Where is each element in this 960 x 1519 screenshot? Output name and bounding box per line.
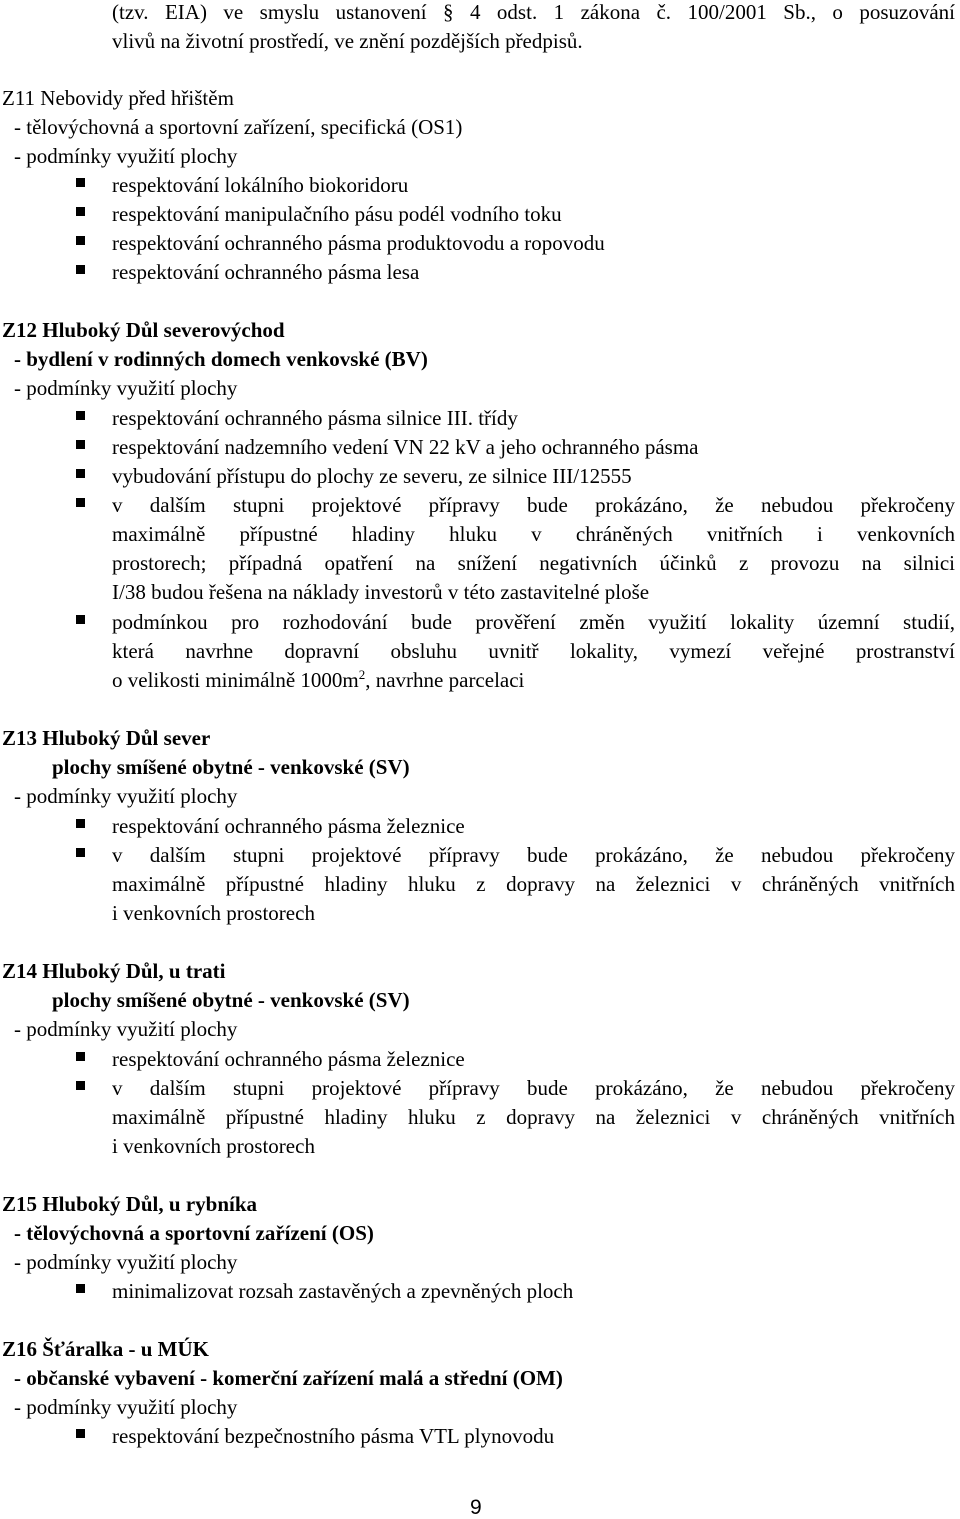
z14-item-2-line-2: maximálně přípustné hladiny hluku z dopravy na železnici v chráněných vnitřních <box>112 1105 955 1129</box>
z14-item-1: respektování ochranného pásma železnice <box>112 1047 465 1071</box>
z16-title: Z16 Šťáralka - u MÚK <box>2 1337 209 1361</box>
parcel-text: , navrhne parcelaci <box>365 668 525 692</box>
bullet-icon <box>76 615 85 624</box>
z11-item: respektování lokálního biokoridoru <box>112 173 409 197</box>
page-number: 9 <box>470 1496 482 1519</box>
z11-use: - tělovýchovná a sportovní zařízení, specifická (OS1) <box>14 115 463 139</box>
bullet-icon <box>76 207 85 216</box>
z11-item: respektování manipulačního pásu podél vodního toku <box>112 202 562 226</box>
z12-item-4-line-4: I/38 budou řešena na náklady investorů v této zastavitelné ploše <box>112 580 650 604</box>
bullet-icon <box>76 265 85 274</box>
z16-item-1: respektování bezpečnostního pásma VTL plynovodu <box>112 1424 555 1448</box>
bullet-icon <box>76 848 85 857</box>
z15-item-1: minimalizovat rozsah zastavěných a zpevněných ploch <box>112 1279 574 1303</box>
z11-item: respektování ochranného pásma lesa <box>112 260 420 284</box>
z13-item-1: respektování ochranného pásma železnice <box>112 814 465 838</box>
z14-item-2-line-1: v dalším stupni projektové přípravy bude prokázáno, že nebudou překročeny <box>112 1076 955 1100</box>
z12-item-5-line-1: podmínkou pro rozhodování bude prověření změn využití lokality územní studií, <box>112 610 955 634</box>
z14-conditions: - podmínky využití plochy <box>14 1017 238 1041</box>
bullet-icon <box>76 498 85 507</box>
bullet-icon <box>76 469 85 478</box>
bullet-icon <box>76 1429 85 1438</box>
z12-use: - bydlení v rodinných domech venkovské (BV) <box>14 347 428 371</box>
z14-item-2-line-3: i venkovních prostorech <box>112 1134 315 1158</box>
z12-item-5-line-3 <box>112 667 525 692</box>
bullet-icon <box>76 1052 85 1061</box>
z13-conditions: - podmínky využití plochy <box>14 784 238 808</box>
bullet-icon <box>76 440 85 449</box>
superscript: 2 <box>358 667 366 682</box>
z15-use: - tělovýchovná a sportovní zařízení (OS) <box>14 1221 374 1245</box>
z12-conditions: - podmínky využití plochy <box>14 376 238 400</box>
z13-item-2-line-3: i venkovních prostorech <box>112 901 315 925</box>
bullet-icon <box>76 819 85 828</box>
z14-title: Z14 Hluboký Důl, u trati <box>2 959 226 983</box>
area-text: o velikosti minimálně 1000m <box>112 668 359 692</box>
z12-item-4-line-1: v dalším stupni projektové přípravy bude prokázáno, že nebudou překročeny <box>112 493 955 517</box>
z12-item-5-line-2: která navrhne dopravní obsluhu uvnitř lokality, vymezí veřejné prostranství <box>112 639 955 663</box>
z13-title: Z13 Hluboký Důl sever <box>2 726 211 750</box>
z15-title: Z15 Hluboký Důl, u rybníka <box>2 1192 258 1216</box>
z13-item-2-line-2: maximálně přípustné hladiny hluku z dopravy na železnici v chráněných vnitřních <box>112 872 955 896</box>
z12-item-2: respektování nadzemního vedení VN 22 kV a jeho ochranného pásma <box>112 435 699 459</box>
z13-item-2-line-1: v dalším stupni projektové přípravy bude prokázáno, že nebudou překročeny <box>112 843 955 867</box>
z12-item-3: vybudování přístupu do plochy ze severu, ze silnice III/12555 <box>112 464 632 488</box>
z14-use: plochy smíšené obytné - venkovské (SV) <box>52 988 410 1012</box>
z12-item-4-line-3: prostorech; případná opatření na snížení negativních účinků z provozu na silnici <box>112 551 955 575</box>
bullet-icon <box>76 411 85 420</box>
intro-line-1: (tzv. EIA) ve smyslu ustanovení § 4 odst. 1 zákona č. 100/2001 Sb., o posuzování <box>112 0 955 24</box>
z12-item-4-line-2: maximálně přípustné hladiny hluku v chráněných vnitřních i venkovních <box>112 522 955 546</box>
z12-item-1: respektování ochranného pásma silnice III. třídy <box>112 406 518 430</box>
z12-title: Z12 Hluboký Důl severovýchod <box>2 318 285 342</box>
z13-use: plochy smíšené obytné - venkovské (SV) <box>52 755 410 779</box>
bullet-icon <box>76 178 85 187</box>
z11-item: respektování ochranného pásma produktovodu a ropovodu <box>112 231 605 255</box>
bullet-icon <box>76 1284 85 1293</box>
bullet-icon <box>76 1081 85 1090</box>
bullet-icon <box>76 236 85 245</box>
z16-use: - občanské vybavení - komerční zařízení malá a střední (OM) <box>14 1366 563 1390</box>
z11-title: Z11 Nebovidy před hřištěm <box>2 86 234 110</box>
intro-line-2: vlivů na životní prostředí, ve znění pozdějších předpisů. <box>112 29 583 53</box>
z11-conditions: - podmínky využití plochy <box>14 144 238 168</box>
z16-conditions: - podmínky využití plochy <box>14 1395 238 1419</box>
z15-conditions: - podmínky využití plochy <box>14 1250 238 1274</box>
